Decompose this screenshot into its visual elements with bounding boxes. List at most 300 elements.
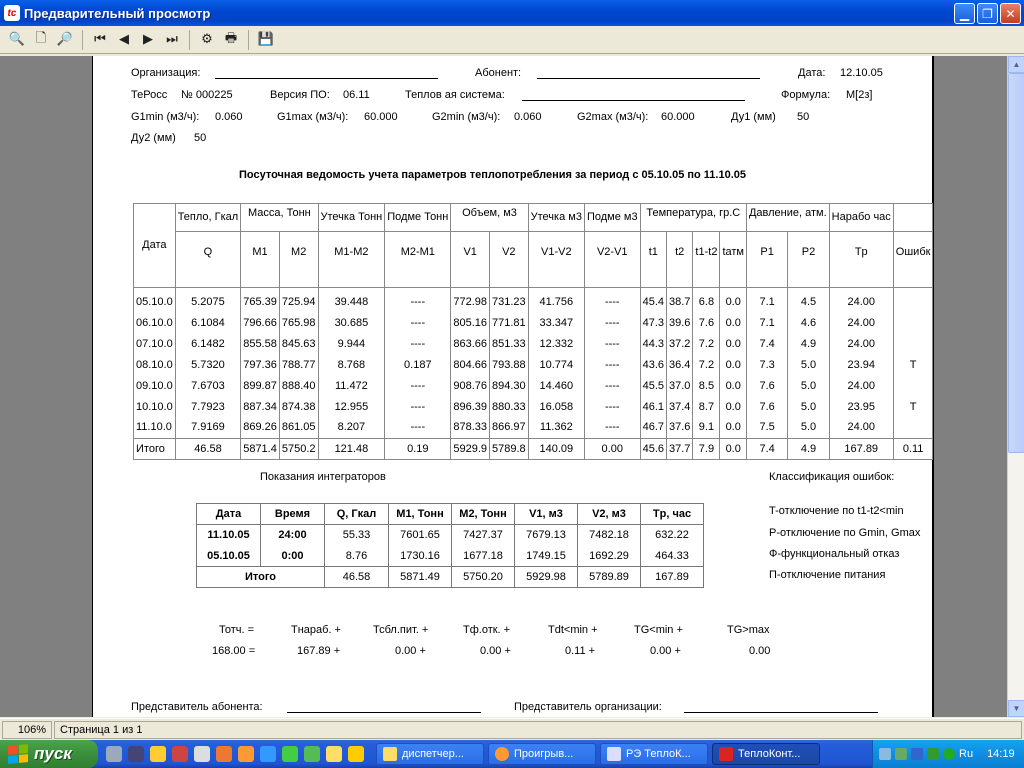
col-v2-v1: V2-V1 xyxy=(584,232,640,288)
cell: 878.33 xyxy=(451,418,490,439)
g1max-label: G1max (м3/ч): xyxy=(277,111,349,123)
print-icon[interactable]: 🖶 xyxy=(224,30,238,46)
cell: 5.0 xyxy=(788,418,829,439)
zoom-out-icon[interactable]: 🔍 xyxy=(8,32,26,47)
error-item: Ф-функциональный отказ xyxy=(769,548,900,560)
col-sub-t-top: Подме Тонн xyxy=(385,204,451,232)
cell: 14.460 xyxy=(528,376,584,397)
cell: 0.11 xyxy=(893,439,933,460)
quicklaunch-icon[interactable] xyxy=(128,746,144,762)
cell: 7.6 xyxy=(746,397,787,418)
cell: 36.4 xyxy=(667,355,693,376)
cell: 8.76 xyxy=(325,546,389,567)
col-p1: P1 xyxy=(746,232,787,288)
cell: 7.9169 xyxy=(175,418,241,439)
page-icon[interactable]: 🗋 xyxy=(35,30,47,46)
cell: 45.6 xyxy=(640,439,666,460)
table-row xyxy=(197,525,704,546)
col-tp: Tp xyxy=(829,232,893,288)
col-sub-m3-top: Подме м3 xyxy=(584,204,640,232)
cell: 7.1 xyxy=(746,313,787,334)
total-row xyxy=(134,439,933,460)
table-row xyxy=(197,546,704,567)
firefox-icon[interactable] xyxy=(216,746,232,762)
summary-label: Тсбл.пит. + xyxy=(373,624,429,636)
export-icon[interactable]: 💾 xyxy=(257,32,275,47)
cell: 39.6 xyxy=(667,313,693,334)
cell: 43.6 xyxy=(640,355,666,376)
cell: 804.66 xyxy=(451,355,490,376)
col-heat-top: Тепло, Гкал xyxy=(175,204,241,232)
serial-label: № 000225 xyxy=(181,89,233,101)
quicklaunch-icon[interactable] xyxy=(238,746,254,762)
app-icon-text: tc xyxy=(7,7,17,19)
cell: 5750.2 xyxy=(279,439,318,460)
cell: 874.38 xyxy=(279,397,318,418)
cell xyxy=(893,418,933,439)
col-t1: t1 xyxy=(640,232,666,288)
cell: 7601.65 xyxy=(389,525,452,546)
cell: 855.58 xyxy=(241,334,280,355)
cell: 47.3 xyxy=(640,313,666,334)
g2min-label: G2min (м3/ч): xyxy=(432,111,501,123)
last-page-icon[interactable]: ⏭ xyxy=(166,32,178,47)
col-leak-t-top: Утечка Тонн xyxy=(318,204,385,232)
cell: 10.774 xyxy=(528,355,584,376)
cell: 7482.18 xyxy=(578,525,641,546)
cell: 796.66 xyxy=(241,313,280,334)
du1-label: Ду1 (мм) xyxy=(731,111,776,123)
cell: ---- xyxy=(385,288,451,313)
tray-icon[interactable] xyxy=(943,748,955,760)
col-errors: Ошибк xyxy=(893,232,933,288)
summary-label: Тdt<min + xyxy=(548,624,598,636)
col-m2-m1: M2-M1 xyxy=(385,232,451,288)
toolbar-separator xyxy=(82,30,83,50)
minimize-button[interactable]: ▁ xyxy=(954,3,975,24)
cell: 11.10.05 xyxy=(197,525,261,546)
rep-org-line xyxy=(684,712,878,713)
col-p2: P2 xyxy=(788,232,829,288)
cell: 7.6 xyxy=(746,376,787,397)
cell: 0:00 xyxy=(261,546,325,567)
ie-icon[interactable] xyxy=(260,746,276,762)
g1min-value: 0.060 xyxy=(215,111,243,123)
cell: 24.00 xyxy=(829,313,893,334)
cell: 1730.16 xyxy=(389,546,452,567)
cell: 30.685 xyxy=(318,313,385,334)
cell: 0.0 xyxy=(720,376,747,397)
quicklaunch-icon[interactable] xyxy=(194,746,210,762)
cell: 46.58 xyxy=(325,567,389,588)
cell: 11.472 xyxy=(318,376,385,397)
cell: 7.2 xyxy=(693,355,720,376)
cell: ---- xyxy=(385,313,451,334)
cell: 37.7 xyxy=(667,439,693,460)
cell: 12.955 xyxy=(318,397,385,418)
cell: 7679.13 xyxy=(515,525,578,546)
cell: ---- xyxy=(584,376,640,397)
cell: 908.76 xyxy=(451,376,490,397)
col-pressure-top: Давление, атм. xyxy=(746,204,829,232)
col-q: Q xyxy=(175,232,241,288)
cell: 772.98 xyxy=(451,288,490,313)
g1min-label: G1min (м3/ч): xyxy=(131,111,200,123)
cell: 0.0 xyxy=(720,288,747,313)
du2-label: Ду2 (мм) xyxy=(131,132,176,144)
cell xyxy=(893,313,933,334)
cell: 5.2075 xyxy=(175,288,241,313)
quicklaunch-icon[interactable] xyxy=(348,746,364,762)
abonent-label: Абонент: xyxy=(475,67,522,79)
cell xyxy=(893,288,933,313)
cell: 07.10.0 xyxy=(134,334,176,355)
cell: Итого xyxy=(134,439,176,460)
cell: 46.1 xyxy=(640,397,666,418)
cell: 7.9 xyxy=(693,439,720,460)
cell: 7.3 xyxy=(746,355,787,376)
close-button[interactable]: ✕ xyxy=(1000,3,1021,24)
int-col-date: Дата xyxy=(197,504,261,525)
cell: 11.10.0 xyxy=(134,418,176,439)
cell: 0.0 xyxy=(720,355,747,376)
cell: 4.9 xyxy=(788,334,829,355)
table-row xyxy=(134,376,933,397)
summary-label: Тнараб. + xyxy=(291,624,341,636)
tray-icon[interactable] xyxy=(927,748,939,760)
task-label: Проигрыв... xyxy=(514,748,574,760)
cell: 0.19 xyxy=(385,439,451,460)
version-label: Версия ПО: xyxy=(270,89,330,101)
table-row xyxy=(134,334,933,355)
prev-page-icon[interactable]: ◀ xyxy=(119,32,129,47)
scroll-down-icon[interactable]: ▼ xyxy=(1008,700,1024,717)
cell: 23.95 xyxy=(829,397,893,418)
g2max-label: G2max (м3/ч): xyxy=(577,111,649,123)
cell: 8.768 xyxy=(318,355,385,376)
cell: 896.39 xyxy=(451,397,490,418)
formula-label: Формула: xyxy=(781,89,831,101)
cell: 866.97 xyxy=(490,418,529,439)
cell: 05.10.0 xyxy=(134,288,176,313)
cell: 45.4 xyxy=(640,288,666,313)
status-bar xyxy=(0,718,1024,740)
window-title: Предварительный просмотр xyxy=(24,5,211,21)
report-title: Посуточная ведомость учета параметров теплопотребления за период с 05.10.05 по 11.10.05 xyxy=(239,169,747,181)
toolbar xyxy=(0,26,1024,54)
cell: 5789.8 xyxy=(490,439,529,460)
cell: 6.8 xyxy=(693,288,720,313)
cell: ---- xyxy=(584,313,640,334)
col-temp-top: Температура, гр.С xyxy=(640,204,746,232)
table-row xyxy=(134,418,933,439)
rep-abonent-line xyxy=(287,712,481,713)
cell: Итого xyxy=(197,567,325,588)
cell: 38.7 xyxy=(667,288,693,313)
cell: 7427.37 xyxy=(452,525,515,546)
system-tray xyxy=(872,740,1024,768)
windows-flag-icon xyxy=(8,744,28,764)
daily-table xyxy=(133,203,933,460)
cell: ---- xyxy=(584,397,640,418)
abonent-line xyxy=(537,78,760,79)
int-col-m2: M2, Тонн xyxy=(452,504,515,525)
col-t1-t2: t1-t2 xyxy=(693,232,720,288)
cell: 5.7320 xyxy=(175,355,241,376)
col-m2: M2 xyxy=(279,232,318,288)
summary-label: Тф.отк. + xyxy=(463,624,511,636)
tray-icon[interactable] xyxy=(911,748,923,760)
language-indicator[interactable]: Ru xyxy=(959,748,974,760)
cell: 44.3 xyxy=(640,334,666,355)
scroll-up-icon[interactable]: ▲ xyxy=(1008,56,1024,73)
cell: 9.1 xyxy=(693,418,720,439)
cell: ---- xyxy=(584,288,640,313)
cell: 0.0 xyxy=(720,313,747,334)
cell: 46.7 xyxy=(640,418,666,439)
cell: 793.88 xyxy=(490,355,529,376)
col-tatm: tатм xyxy=(720,232,747,288)
cell: 6.1482 xyxy=(175,334,241,355)
cell: 24:00 xyxy=(261,525,325,546)
cell: 464.33 xyxy=(641,546,704,567)
cell: 4.9 xyxy=(788,439,829,460)
toolbar-separator xyxy=(248,30,249,50)
tray-icon[interactable] xyxy=(879,748,891,760)
task-button[interactable] xyxy=(376,743,484,765)
cell: 06.10.0 xyxy=(134,313,176,334)
quicklaunch-icon[interactable] xyxy=(304,746,320,762)
app-icon[interactable] xyxy=(4,5,20,21)
cell: 725.94 xyxy=(279,288,318,313)
cell: 10.10.0 xyxy=(134,397,176,418)
zoom-in-icon[interactable]: 🔎 xyxy=(56,32,74,47)
page-indicator: Страница 1 из 1 xyxy=(54,721,1022,739)
table-row xyxy=(134,288,933,313)
summary-value: 0.11 + xyxy=(565,645,596,657)
org-label: Организация: xyxy=(131,67,201,79)
col-error-top xyxy=(893,204,933,232)
integrators-header xyxy=(197,504,704,525)
cell: 09.10.0 xyxy=(134,376,176,397)
col-volume-top: Объем, м3 xyxy=(451,204,528,232)
cell xyxy=(893,334,933,355)
cell: 24.00 xyxy=(829,288,893,313)
cell: 7.6 xyxy=(693,313,720,334)
error-item: П-отключение питания xyxy=(769,569,886,581)
integrators-table xyxy=(196,503,704,588)
scroll-thumb[interactable] xyxy=(1008,73,1024,453)
cell: ---- xyxy=(584,334,640,355)
cell: 23.94 xyxy=(829,355,893,376)
cell: 5.0 xyxy=(788,376,829,397)
rep-abonent-label: Представитель абонента: xyxy=(131,701,263,713)
cell: 55.33 xyxy=(325,525,389,546)
start-button[interactable] xyxy=(0,740,98,768)
cell: 8.5 xyxy=(693,376,720,397)
task-label: РЭ ТеплоК... xyxy=(626,748,691,760)
g2max-value: 60.000 xyxy=(661,111,695,123)
total-row xyxy=(197,567,704,588)
cell: 845.63 xyxy=(279,334,318,355)
cell: 12.332 xyxy=(528,334,584,355)
cell: 5871.4 xyxy=(241,439,280,460)
int-col-q: Q, Гкал xyxy=(325,504,389,525)
cell: 861.05 xyxy=(279,418,318,439)
col-v1-v2: V1-V2 xyxy=(528,232,584,288)
cell: 5871.49 xyxy=(389,567,452,588)
toolbar-separator xyxy=(189,30,190,50)
summary-value: 167.89 + xyxy=(297,645,341,657)
vertical-scrollbar[interactable] xyxy=(1007,56,1024,717)
quicklaunch-icon[interactable] xyxy=(106,746,122,762)
rep-org-label: Представитель организации: xyxy=(514,701,662,713)
first-page-icon[interactable]: ⏮ xyxy=(94,32,106,47)
taskbar xyxy=(0,740,1024,768)
maximize-button[interactable]: ❐ xyxy=(977,3,998,24)
task-button[interactable] xyxy=(600,743,708,765)
cell: 0.187 xyxy=(385,355,451,376)
title-bar xyxy=(0,0,1024,26)
cell: 7.4 xyxy=(746,334,787,355)
cell: 7.6703 xyxy=(175,376,241,397)
terocc-label: ТеРосс xyxy=(131,89,168,101)
int-col-v1: V1, м3 xyxy=(515,504,578,525)
cell: 140.09 xyxy=(528,439,584,460)
tray-icon[interactable] xyxy=(895,748,907,760)
cell: 11.362 xyxy=(528,418,584,439)
start-label: пуск xyxy=(34,744,72,763)
folder-icon[interactable] xyxy=(326,746,342,762)
summary-label: Тотч. = xyxy=(219,624,255,636)
cell: 4.6 xyxy=(788,313,829,334)
cell: ---- xyxy=(385,418,451,439)
cell: 0.0 xyxy=(720,439,747,460)
cell: 851.33 xyxy=(490,334,529,355)
summary-label: TG>max xyxy=(727,624,770,636)
cell: 894.30 xyxy=(490,376,529,397)
cell: 1749.15 xyxy=(515,546,578,567)
task-label: ТеплоКонт... xyxy=(738,748,801,760)
cell: 731.23 xyxy=(490,288,529,313)
cell: 37.2 xyxy=(667,334,693,355)
cell: 1692.29 xyxy=(578,546,641,567)
quicklaunch-icon[interactable] xyxy=(282,746,298,762)
quick-launch xyxy=(106,746,364,762)
col-m1: M1 xyxy=(241,232,280,288)
du1-value: 50 xyxy=(797,111,810,123)
table-row xyxy=(134,397,933,418)
error-item: P-отключение по Gmin, Gmax xyxy=(769,527,921,539)
heat-system-label: Теплов ая система: xyxy=(405,89,505,101)
cell: 7.1 xyxy=(746,288,787,313)
cell: 33.347 xyxy=(528,313,584,334)
cell: 765.98 xyxy=(279,313,318,334)
cell: ---- xyxy=(584,418,640,439)
clock: 14:19 xyxy=(987,748,1015,760)
cell: 167.89 xyxy=(641,567,704,588)
cell xyxy=(893,376,933,397)
g2min-value: 0.060 xyxy=(514,111,542,123)
report-page xyxy=(92,56,934,717)
table-header-top xyxy=(134,204,933,232)
int-col-tp: Tp, час xyxy=(641,504,704,525)
table-row xyxy=(134,313,933,334)
cell: T xyxy=(893,355,933,376)
cell: 05.10.05 xyxy=(197,546,261,567)
cell: 0.0 xyxy=(720,397,747,418)
cell: 771.81 xyxy=(490,313,529,334)
cell: 7.7923 xyxy=(175,397,241,418)
cell: ---- xyxy=(385,397,451,418)
cell: ---- xyxy=(584,355,640,376)
int-col-time: Время xyxy=(261,504,325,525)
version-value: 06.11 xyxy=(343,89,370,101)
col-t2: t2 xyxy=(667,232,693,288)
task-button[interactable] xyxy=(488,743,596,765)
quicklaunch-icon[interactable] xyxy=(172,746,188,762)
cell: 7.4 xyxy=(746,439,787,460)
formula-value: M[2з] xyxy=(846,89,873,101)
cell: 5750.20 xyxy=(452,567,515,588)
cell: 45.5 xyxy=(640,376,666,397)
next-page-icon[interactable]: ▶ xyxy=(143,32,153,47)
cell: 7.2 xyxy=(693,334,720,355)
table-header-bottom xyxy=(134,232,933,288)
cell: 37.4 xyxy=(667,397,693,418)
integrators-title: Показания интеграторов xyxy=(260,471,386,483)
cell: 0.0 xyxy=(720,418,747,439)
cell: 4.5 xyxy=(788,288,829,313)
int-col-m1: M1, Тонн xyxy=(389,504,452,525)
col-date: Дата xyxy=(134,204,176,288)
setup-icon[interactable]: ⚙ xyxy=(201,32,213,47)
quicklaunch-icon[interactable] xyxy=(150,746,166,762)
date-value: 12.10.05 xyxy=(840,67,883,79)
heat-system-line xyxy=(522,100,745,101)
cell: 41.756 xyxy=(528,288,584,313)
task-label: диспетчер... xyxy=(402,748,464,760)
cell: T xyxy=(893,397,933,418)
summary-value: 0.00 xyxy=(749,645,771,657)
cell: ---- xyxy=(385,376,451,397)
cell: ---- xyxy=(385,334,451,355)
preview-viewport[interactable] xyxy=(0,56,1007,717)
cell: 8.207 xyxy=(318,418,385,439)
int-col-v2: V2, м3 xyxy=(578,504,641,525)
cell: 9.944 xyxy=(318,334,385,355)
du2-value: 50 xyxy=(194,132,207,144)
cell: 08.10.0 xyxy=(134,355,176,376)
cell: 632.22 xyxy=(641,525,704,546)
cell: 24.00 xyxy=(829,376,893,397)
g1max-value: 60.000 xyxy=(364,111,398,123)
cell: 869.26 xyxy=(241,418,280,439)
cell: 7.5 xyxy=(746,418,787,439)
col-v2: V2 xyxy=(490,232,529,288)
col-hours-top: Нарабо час xyxy=(829,204,893,232)
zoom-level: 106% xyxy=(2,721,52,739)
summary-value: 168.00 = xyxy=(212,645,256,657)
summary-value: 0.00 + xyxy=(395,645,426,657)
col-mass-top: Масса, Тонн xyxy=(241,204,318,232)
summary-value: 0.00 + xyxy=(480,645,511,657)
cell: 24.00 xyxy=(829,334,893,355)
task-button-active[interactable] xyxy=(712,743,820,765)
cell: 888.40 xyxy=(279,376,318,397)
errors-title: Классификация ошибок: xyxy=(769,471,895,483)
cell: 5789.89 xyxy=(578,567,641,588)
